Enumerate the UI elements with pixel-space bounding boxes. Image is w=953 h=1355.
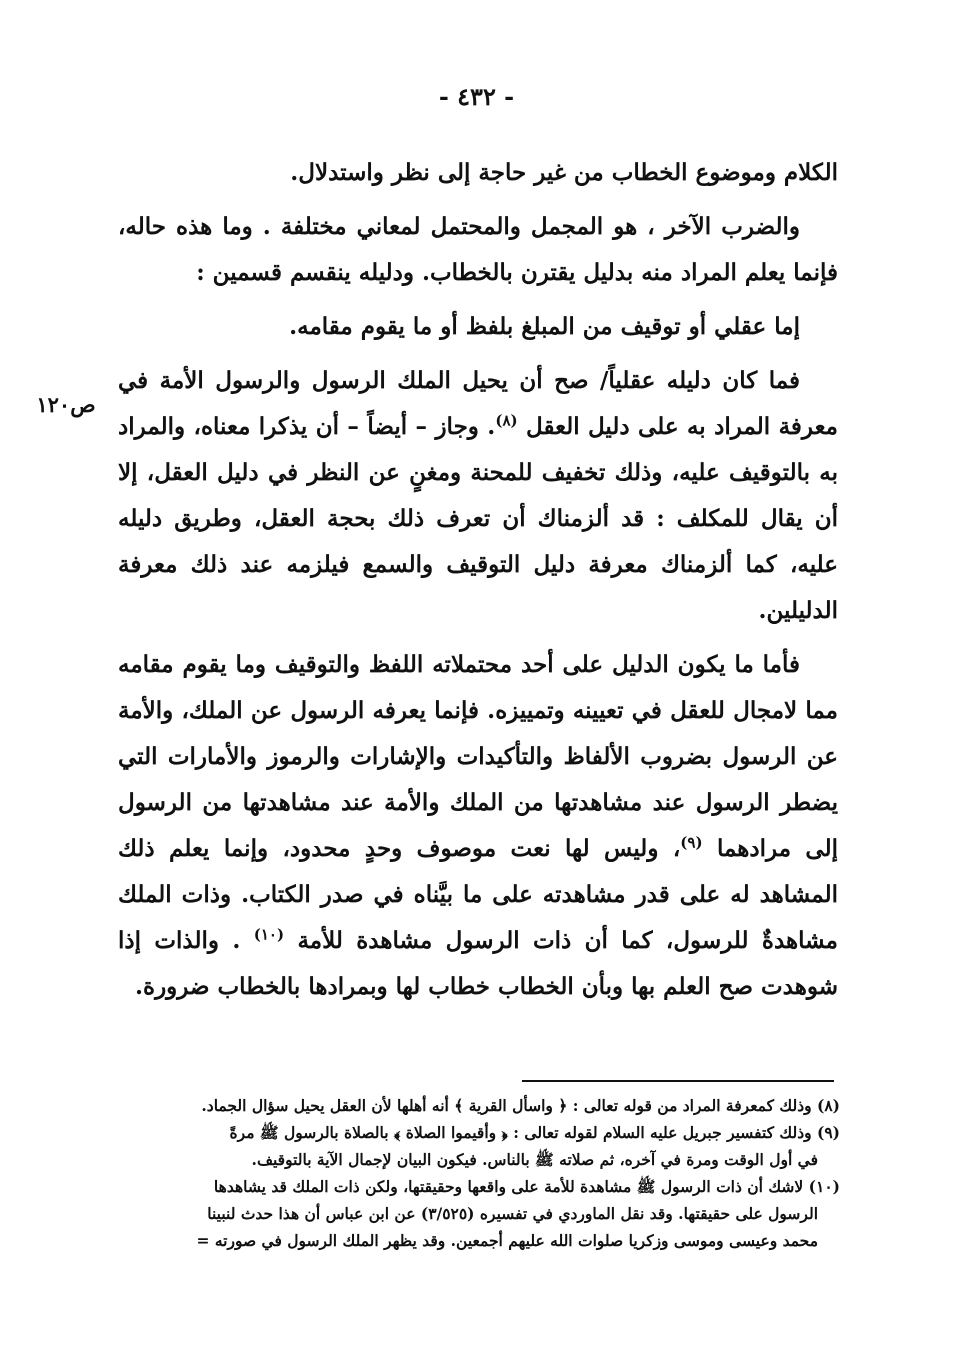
main-text bbox=[118, 150, 838, 1018]
paragraph-text: والضرب الآخر ، هو المجمل والمحتمل لمعاني مختلفة . وما هذه حاله، فإنما يعلم المراد منه بدليل يقترن بالخطاب. ودليله ينقسم قسمين : bbox=[118, 213, 838, 286]
paragraph-text: ، وليس لها نعت موصوف وحدٍ محدود، وإنما يعلم ذلك المشاهد له على قدر مشاهدته على ما بيَّناه في صدر الكتاب. وذات الملك مشاهدةٌ للرسول، كما أن ذات الرسول مشاهدة للأمة bbox=[118, 835, 838, 954]
footnote-continuation: في أول الوقت ومرة في آخره، ثم صلاته ﷺ بالناس. فيكون البيان لإجمال الآية بالتوقيف. bbox=[251, 1150, 818, 1169]
page-number: - ٤٣٢ - bbox=[438, 82, 515, 111]
footnote-marker: (١٠) bbox=[253, 925, 285, 944]
paragraph bbox=[118, 150, 838, 196]
paragraph bbox=[118, 358, 838, 634]
paragraph-text: فما كان دليله عقلياً/ صح أن يحيل الملك الرسول والرسول الأمة في معرفة المراد به على دليل العقل bbox=[118, 367, 839, 440]
footnote: (٩) وذلك كتفسير جبريل عليه السلام لقوله تعالى : ﴿ وأقيموا الصلاة ﴾ بالصلاة بالرسول ﷺ مرةً bbox=[229, 1123, 840, 1142]
paragraph bbox=[118, 304, 838, 350]
footnote-marker: (٨) bbox=[495, 411, 518, 430]
footnote-continuation: الرسول على حقيقتها. وقد نقل الماوردي في تفسيره (٣/٥٢٥) عن ابن عباس أن هذا حدث لنبينا bbox=[207, 1204, 818, 1223]
footnote-marker: (٩) bbox=[680, 833, 703, 852]
paragraph bbox=[118, 204, 838, 296]
paragraph-text: إما عقلي أو توقيف من المبلغ بلفظ أو ما يقوم مقامه. bbox=[289, 313, 800, 340]
paragraph-text: . والذات إذا شوهدت صح العلم بها وبأن الخطاب خطاب لها وبمرادها بالخطاب ضرورة. bbox=[118, 927, 838, 1000]
paragraph-text: فأما ما يكون الدليل على أحد محتملاته اللفظ والتوقيف وما يقوم مقامه مما لامجال للعقل في تعيينه وتمييزه. فإنما يعرفه الرسول عن الملك، والأمة عن الرسول بضروب الألفاظ والتأكيدات والإشارات والرموز والأمارات التي يضطر الرسول عند مشاهدتها من الملك والأمة عند مشاهدتها من الرسول إلى مرادهما bbox=[118, 651, 839, 862]
margin-page-reference: ص١٢٠ bbox=[36, 392, 96, 417]
footnote-continuation: محمد وعيسى وموسى وزكريا صلوات الله عليهم أجمعين. وقد يظهر الملك الرسول في صورته = bbox=[196, 1231, 818, 1250]
footnote-divider bbox=[522, 1080, 834, 1082]
footnote: (٨) وذلك كمعرفة المراد من قوله تعالى : ﴿ واسأل القرية ﴾ أنه أهلها لأن العقل يحيل سؤال الجماد. bbox=[201, 1096, 840, 1115]
footnote: (١٠) لاشك أن ذات الرسول ﷺ مشاهدة للأمة على واقعها وحقيقتها، ولكن ذات الملك قد يشاهدها bbox=[213, 1177, 840, 1196]
paragraph-text: . وجاز – أيضاً – أن يذكرا معناه، والمراد به بالتوقيف عليه، وذلك تخفيف للمحنة ومغنٍ عن النظر في دليل العقل، إلا أن يقال للمكلف : قد ألزمناك أن تعرف ذلك بحجة العقل، وطريق دليله عليه، كما ألزمناك معرفة دليل التوقيف والسمع فيلزمه عند ذلك معرفة الدليلين. bbox=[118, 413, 838, 624]
paragraph-text: الكلام وموضوع الخطاب من غير حاجة إلى نظر واستدلال. bbox=[290, 159, 838, 186]
paragraph bbox=[118, 642, 838, 1010]
footnotes bbox=[124, 1092, 840, 1254]
